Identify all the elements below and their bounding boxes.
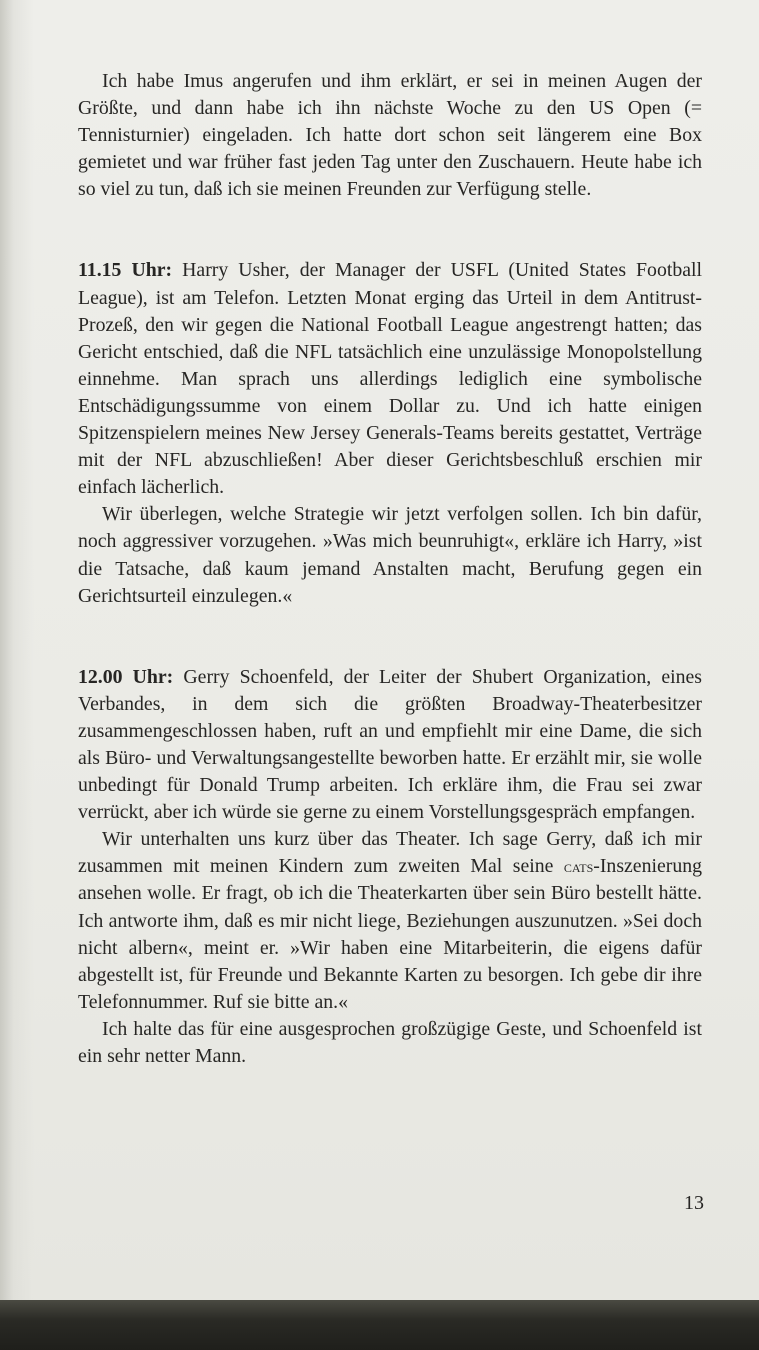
- theater-text-end: -Inszenierung ansehen wolle. Er fragt, ob ich die Theaterkarten über sein Büro bestellt hätte. Ich antworte ihm, daß es mir nicht liege, Beziehungen auszunutzen. »Sei doch nicht albern«, meint er. »Wir haben eine Mitarbeiterin, die eigens dafür abgestellt ist, für Freunde und Bekannte Karten zu besorgen. Ich gebe dir ihre Telefonnummer. Ruf sie bitte an.«: [78, 855, 702, 1013]
- entry-text-1200: Gerry Schoenfeld, der Leiter der Shubert Organization, eines Verbandes, in dem sich die größten Broadway-Theaterbesitzer zusammengeschlossen haben, ruft an und empfiehlt mir eine Dame, die sich als Büro- und Verwaltungsangestellte beworben hatte. Er erzählt mir, sie wolle unbedingt für Donald Trump arbeiten. Ich erkläre ihm, die Frau sei zwar verrückt, aber ich würde sie gerne zu einem Vorstellungsgespräch empfangen.: [78, 665, 702, 824]
- theater-text-start: Wir unterhalten uns kurz über das Theater. Ich sage Gerry, daß ich mir zusammen mit meinen Kindern zum zweiten Mal seine: [78, 828, 702, 878]
- entry-1115: [78, 257, 702, 501]
- entry-time-1200: 12.00 Uhr:: [78, 665, 174, 688]
- paragraph-theater: [78, 826, 702, 1016]
- page-body: [78, 68, 702, 1070]
- page-gutter-shadow: [0, 0, 34, 1320]
- table-background: [0, 1300, 759, 1350]
- entry-separator: [78, 610, 702, 664]
- entry-separator: [78, 203, 702, 257]
- paragraph-gesture: Ich halte das für eine ausgesprochen großzügige Geste, und Schoenfeld ist ein sehr netter Mann.: [78, 1017, 702, 1067]
- cats-smallcaps: cats: [563, 857, 594, 877]
- paragraph-strategy: Wir überlegen, welche Strategie wir jetzt verfolgen sollen. Ich bin dafür, noch aggressiver vorzugehen. »Was mich beunruhigt«, erkläre ich Harry, »ist die Tatsache, daß kaum jemand Anstalten macht, Berufung gegen ein Gerichtsurteil einzulegen.«: [78, 503, 702, 607]
- paragraph-imus: Ich habe Imus angerufen und ihm erklärt, er sei in meinen Augen der Größte, und dann habe ich ihn nächste Woche zu den US Open (= Tennisturnier) eingeladen. Ich hatte dort schon seit längerem eine Box gemietet und war früher fast jeden Tag unter den Zuschauern. Heute habe ich so viel zu tun, daß ich sie meinen Freunden zur Verfügung stelle.: [78, 70, 702, 201]
- entry-time-1115: 11.15 Uhr:: [78, 259, 173, 282]
- entry-text-1115: Harry Usher, der Manager der USFL (United States Football League), ist am Telefon. Letzten Monat erging das Urteil in dem Antitrust-Prozeß, den wir gegen die National Football League angestrengt hatten; das Gericht entschied, daß die NFL tatsächlich eine unzulässige Monopolstellung einnehme. Man sprach uns allerdings lediglich eine symbolische Entschädigungssumme von einem Dollar zu. Und ich hatte einigen Spitzenspielern meines New Jersey Generals-Teams bereits gestattet, Verträge mit der NFL abzuschließen! Aber dieser Gerichtsbeschluß erschien mir einfach lächerlich.: [78, 259, 702, 499]
- entry-1200: [78, 664, 702, 827]
- page-number: 13: [684, 1192, 704, 1214]
